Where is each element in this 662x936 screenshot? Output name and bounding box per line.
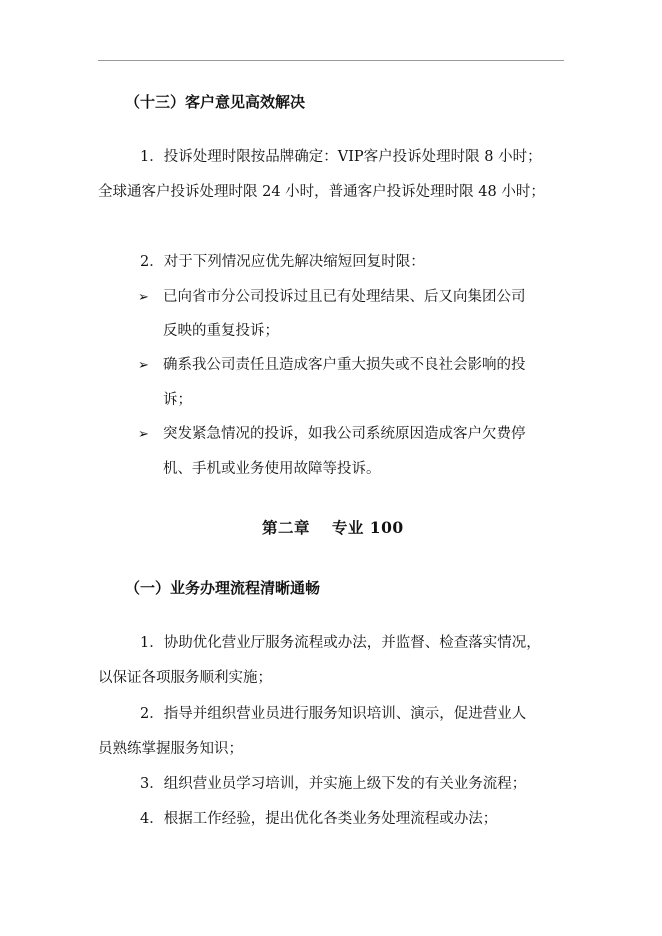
paragraph-2: 2．对于下列情况应优先解决缩短回复时限： xyxy=(140,254,425,270)
bullet-3-line-1: 突发紧急情况的投诉，如我公司系统原因造成客户欠费停 xyxy=(163,426,526,442)
bullet-1-line-1: 已向省市分公司投诉过且已有处理结果、后又向集团公司 xyxy=(163,289,526,305)
item-1-line-2: 以保证各项服务顺利实施； xyxy=(98,670,272,686)
chapter-title: 第二章 专业 100 xyxy=(262,518,404,537)
arrow-bullet-icon: ➢ xyxy=(138,358,149,373)
paragraph-1-line-2: 全球通客户投诉处理时限 24 小时，普通客户投诉处理时限 48 小时； xyxy=(98,184,545,200)
item-3: 3．组织营业员学习培训，并实施上级下发的有关业务流程； xyxy=(140,776,527,792)
bullet-1-line-2: 反映的重复投诉； xyxy=(163,323,279,339)
arrow-bullet-icon: ➢ xyxy=(138,290,149,305)
bullet-2-line-2: 诉； xyxy=(163,392,192,408)
header-rule xyxy=(98,60,564,61)
item-4: 4．根据工作经验，提出优化各类业务处理流程或办法； xyxy=(140,811,498,827)
item-2-line-2: 员熟练掌握服务知识； xyxy=(98,741,243,757)
arrow-bullet-icon: ➢ xyxy=(138,427,149,442)
item-1-line-1: 1．协助优化营业厅服务流程或办法，并监督、检查落实情况， xyxy=(140,635,541,651)
item-2-line-1: 2．指导并组织营业员进行服务知识培训、演示，促进营业人 xyxy=(140,706,527,722)
section-heading-1: （一）业务办理流程清晰通畅 xyxy=(125,579,321,597)
bullet-2-line-1: 确系我公司责任且造成客户重大损失或不良社会影响的投 xyxy=(163,357,526,373)
paragraph-1-line-1: 1．投诉处理时限按品牌确定：VIP客户投诉处理时限 8 小时； xyxy=(140,149,542,165)
section-heading-13: （十三）客户意见高效解决 xyxy=(125,93,306,111)
bullet-3-line-2: 机、手机或业务使用故障等投诉。 xyxy=(163,461,381,477)
